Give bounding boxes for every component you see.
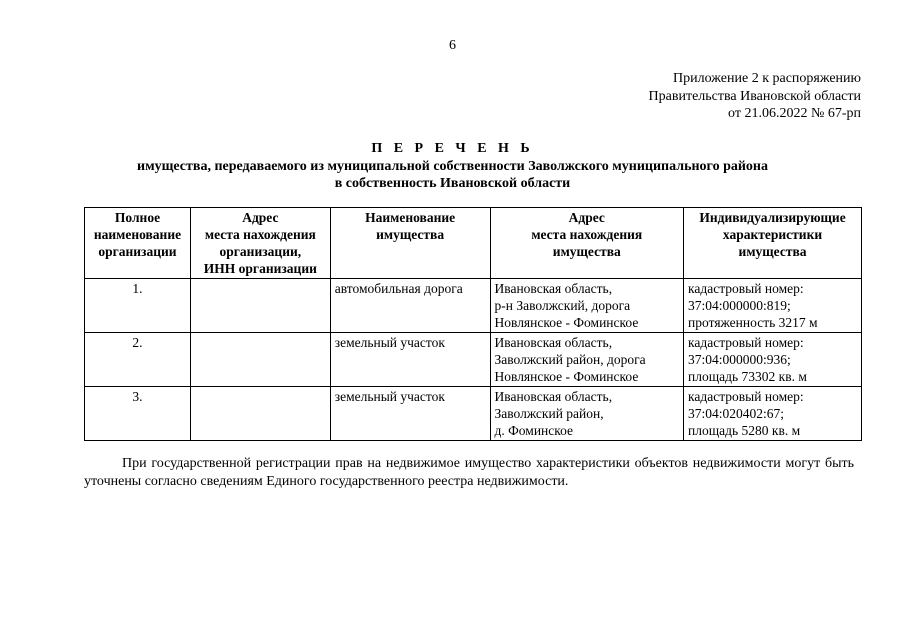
header-property-address: Адрес места нахождения имущества [490, 208, 684, 279]
footnote: При государственной регистрации прав на недвижимое имущество характеристики объектов недвижимости могут быть уточнены согласно сведениям Единого государственного реестра недвижимости. [84, 456, 854, 489]
header-org-name: Полное наименование организации [85, 208, 191, 279]
header-characteristics: Индивидуализирующие характеристики имущества [684, 208, 862, 279]
header-org-address: Адрес места нахождения организации, ИНН организации [190, 208, 330, 279]
row-property-address: Ивановская область, Заволжский район, д. Фоминское [490, 387, 684, 441]
row-characteristics: кадастровый номер: 37:04:020402:67; площадь 5280 кв. м [684, 387, 862, 441]
row-number: 2. [85, 333, 191, 387]
table-row [85, 279, 862, 333]
row-characteristics: кадастровый номер: 37:04:000000:936; площадь 73302 кв. м [684, 333, 862, 387]
title-sub-line-2: в собственность Ивановской области [334, 176, 571, 191]
appendix-reference [649, 70, 861, 123]
title-main: П Е Р Е Ч Е Н Ь [371, 141, 534, 156]
property-table [84, 207, 862, 441]
row-characteristics: кадастровый номер: 37:04:000000:819; протяженность 3217 м [684, 279, 862, 333]
row-org-address [190, 333, 330, 387]
appendix-line-2: Правительства Ивановской области [648, 88, 861, 104]
row-property-address: Ивановская область, р-н Заволжский, дорога Новлянское - Фоминское [490, 279, 684, 333]
row-number: 3. [85, 387, 191, 441]
row-number: 1. [85, 279, 191, 333]
row-property-name: земельный участок [330, 387, 490, 441]
table-row [85, 387, 862, 441]
row-org-address [190, 387, 330, 441]
row-property-name: земельный участок [330, 333, 490, 387]
appendix-line-3: от 21.06.2022 № 67-рп [728, 106, 861, 121]
title-sub-line-1: имущества, передаваемого из муниципальной собственности Заволжского муниципального района [137, 159, 768, 174]
header-property-name: Наименование имущества [330, 208, 490, 279]
row-property-name: автомобильная дорога [330, 279, 490, 333]
table-row [85, 333, 862, 387]
page-number: 6 [449, 38, 456, 53]
row-property-address: Ивановская область, Заволжский район, дорога Новлянское - Фоминское [490, 333, 684, 387]
document-title [0, 140, 905, 192]
table-header-row [85, 208, 862, 279]
appendix-line-1: Приложение 2 к распоряжению [673, 71, 861, 86]
row-org-address [190, 279, 330, 333]
